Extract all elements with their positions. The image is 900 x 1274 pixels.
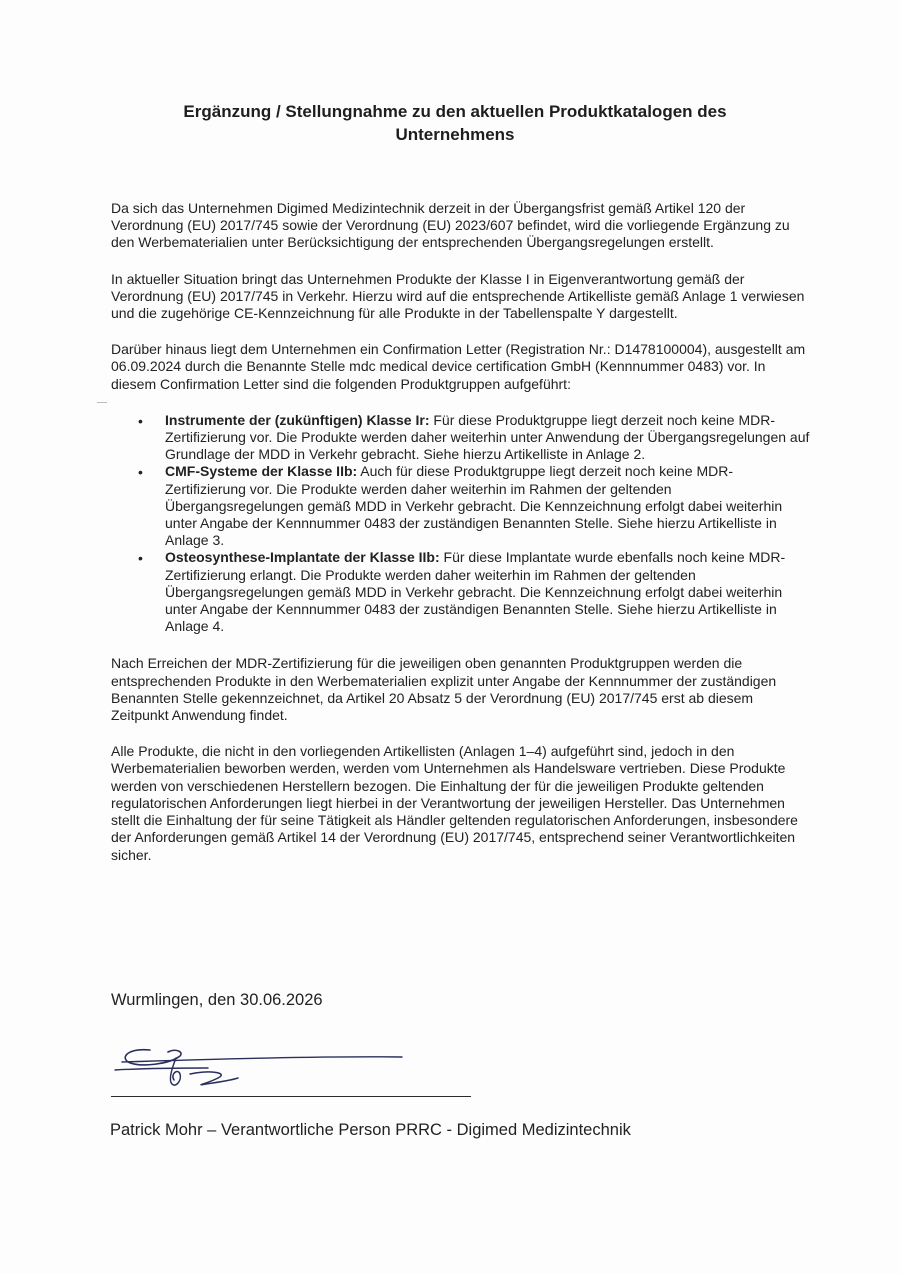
list-item-text: Für diese Implantate wurde ebenfalls noch keine MDR-Zertifizierung erlangt. Die Produkte werden daher weiterhin im Rahmen der geltenden Übergangsregelungen gemäß MDD in Verkehr gebracht. Die Kennzeichnung erfolgt dabei weiterhin unter Angabe der Kennnummer 0483 der zuständigen Benannten Stelle. Siehe hierzu Artikelliste in Anlage 4. [165, 549, 786, 635]
list-item [111, 412, 811, 464]
list-item-text: Auch für diese Produktgruppe liegt derzeit noch keine MDR-Zertifizierung vor. Die Produkte werden daher weiterhin im Rahmen der geltenden Übergangsregelungen gemäß MDD in Verkehr gebracht. Die Kennzeichnung erfolgt dabei weiterhin unter Angabe der Kennnummer 0483 der zuständigen Benannten Stelle. Siehe hierzu Artikelliste in Anlage 3. [165, 463, 783, 549]
bullet-icon: • [138, 412, 143, 429]
signature-line [111, 1096, 471, 1097]
paragraph-confirmation-letter: Darüber hinaus liegt dem Unternehmen ein Confirmation Letter (Registration Nr.: D1478100004), ausgestellt am 06.09.2024 durch die Benannte Stelle mdc medical device certification GmbH (Kennnummer 0483) vor. In diesem Confirmation Letter sind die folgenden Produktgruppen aufgeführt: [111, 341, 806, 392]
list-item-heading: CMF-Systeme der Klasse IIb: [165, 463, 358, 480]
document-title: Ergänzung / Stellungnahme zu den aktuellen Produktkatalogen des Unternehmens [183, 102, 727, 144]
paragraph-transition-period: Da sich das Unternehmen Digimed Medizintechnik derzeit in der Übergangsfrist gemäß Artikel 120 der Verordnung (EU) 2017/745 sowie der Verordnung (EU) 2023/607 befindet, wird die vorliegende Ergänzung zu den Werbematerialien unter Berücksichtigung der entsprechenden Übergangsregelungen erstellt. [111, 200, 790, 251]
document-body [111, 200, 811, 883]
signer-name: Patrick Mohr – Verantwortliche Person PRRC - Digimed Medizintechnik [110, 1121, 631, 1139]
paragraph-after-certification: Nach Erreichen der MDR-Zertifizierung für die jeweiligen oben genannten Produktgruppen werden die entsprechenden Produkte in den Werbematerialien explizit unter Angabe der Kennnummer der zuständigen Benannten Stelle gekennzeichnet, da Artikel 20 Absatz 5 der Verordnung (EU) 2017/745 erst ab diesem Zeitpunkt Anwendung findet. [111, 655, 777, 724]
handwritten-signature [110, 1038, 420, 1098]
paragraph-trade-goods: Alle Produkte, die nicht in den vorliegenden Artikellisten (Anlagen 1–4) aufgeführt sind, jedoch in den Werbematerialien beworben werden, werden vom Unternehmen als Handelsware vertrieben. Diese Produkte werden von verschiedenen Herstellern bezogen. Die Einhaltung der für die jeweiligen Produkte geltenden regulatorischen Anforderungen liegt hierbei in der Verantwortung der jeweiligen Hersteller. Das Unternehmen stellt die Einhaltung der für seine Tätigkeit als Händler geltenden regulatorischen Anforderungen, insbesondere der Anforderungen gemäß Artikel 14 der Verordnung (EU) 2017/745, entsprechend seiner Verantwortlichkeiten sicher. [111, 743, 798, 863]
place-date: Wurmlingen, den 30.06.2026 [111, 991, 323, 1009]
paragraph-class-i-products: In aktueller Situation bringt das Unternehmen Produkte der Klasse I in Eigenverantwortung gemäß der Verordnung (EU) 2017/745 in Verkehr. Hierzu wird auf die entsprechende Artikelliste gemäß Anlage 1 verwiesen und die zugehörige CE-Kennzeichnung für alle Produkte in der Tabellenspalte Y dargestellt. [111, 270, 805, 322]
list-item [111, 549, 811, 635]
list-item-text: Für diese Produktgruppe liegt derzeit noch keine MDR-Zertifizierung vor. Die Produkte werden daher weiterhin unter Anwendung der Übergangsregelungen auf Grundlage der MDD in Verkehr gebracht. Siehe hierzu Artikelliste in Anlage 2. [165, 411, 810, 463]
list-item-heading: Osteosynthese-Implantate der Klasse IIb: [165, 549, 440, 566]
list-item-heading: Instrumente der (zukünftigen) Klasse Ir: [165, 411, 430, 428]
product-group-list [111, 412, 811, 636]
scan-artifact [97, 402, 107, 403]
bullet-icon: • [138, 550, 143, 567]
bullet-icon: • [138, 464, 143, 481]
list-item [111, 463, 811, 549]
